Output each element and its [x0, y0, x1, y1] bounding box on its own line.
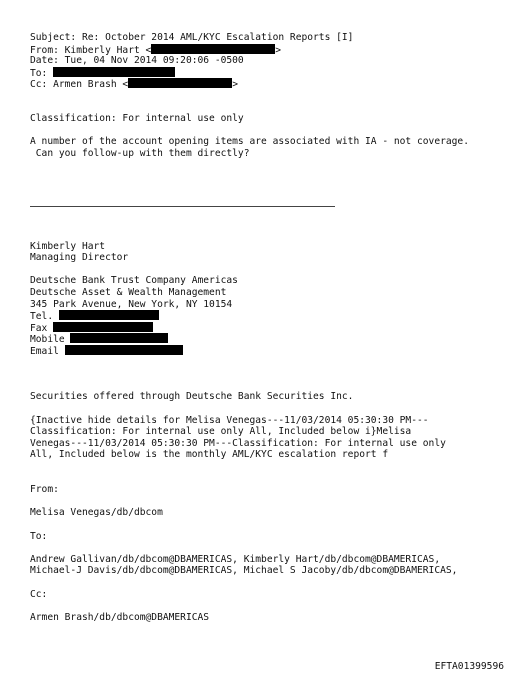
quoted-to-value: Andrew Gallivan/db/dbcom@DBAMERICAS, Kimberly Hart/db/dbcom@DBAMERICAS,	[30, 553, 441, 565]
quoted-cc-value: Armen Brash/db/dbcom@DBAMERICAS	[30, 611, 210, 623]
quoted-cc-label: Cc:	[30, 588, 48, 600]
classification-line: Classification: For internal use only	[30, 113, 244, 125]
from-close: >	[275, 44, 282, 56]
signature-name: Kimberly Hart	[30, 240, 106, 252]
to-label: To:	[30, 67, 48, 79]
cc-line	[30, 78, 500, 90]
signature-company: Deutsche Bank Trust Company Americas	[30, 275, 238, 287]
quoted-line: Classification: For internal use only All, Included below i}Melisa	[30, 426, 412, 438]
signature-company: Deutsche Asset & Wealth Management	[30, 287, 227, 299]
quoted-from-value: Melisa Venegas/db/dbcom	[30, 507, 163, 519]
document-id: EFTA01399596	[434, 661, 504, 672]
redaction-box	[53, 67, 175, 77]
cc-label: Cc: Armen Brash <	[30, 79, 129, 91]
quoted-line: {Inactive hide details for Melisa Venegas---11/03/2014 05:30:30 PM---	[30, 414, 429, 426]
quoted-to-value: Michael-J Davis/db/dbcom@DBAMERICAS, Michael S Jacoby/db/dbcom@DBAMERICAS,	[30, 565, 458, 577]
cc-close: >	[232, 79, 238, 91]
to-line	[30, 67, 500, 79]
signature-title: Managing Director	[30, 252, 129, 264]
signature-email: Email	[30, 345, 500, 357]
body-paragraph-line: Can you follow-up with them directly?	[30, 147, 250, 159]
signature-separator	[30, 206, 335, 207]
signature-mobile: Mobile	[30, 333, 500, 345]
redaction-box	[59, 310, 159, 320]
quoted-line: All, Included below is the monthly AML/KYC escalation report f	[30, 449, 389, 461]
redaction-box	[65, 345, 183, 355]
body-paragraph-line: A number of the account opening items are associated with IA - not coverage.	[30, 136, 469, 148]
quoted-line: Venegas---11/03/2014 05:30:30 PM---Classification: For internal use only	[30, 437, 446, 449]
email-document	[30, 32, 500, 623]
quoted-to-label: To:	[30, 530, 48, 542]
signature-address: 345 Park Avenue, New York, NY 10154	[30, 298, 233, 310]
from-label: From: Kimberly Hart <	[30, 44, 152, 56]
signature-fax: Fax	[30, 322, 500, 334]
from-line	[30, 44, 500, 56]
redaction-box	[151, 44, 275, 54]
redaction-box	[128, 78, 232, 88]
redaction-box	[70, 333, 168, 343]
quoted-from-label: From:	[30, 484, 59, 496]
date-line: Date: Tue, 04 Nov 2014 09:20:06 -0500	[30, 55, 244, 67]
signature-tel: Tel.	[30, 310, 500, 322]
redaction-box	[53, 322, 153, 332]
disclaimer-line: Securities offered through Deutsche Bank Securities Inc.	[30, 391, 354, 403]
subject-line: Subject: Re: October 2014 AML/KYC Escalation Reports [I]	[30, 32, 354, 43]
